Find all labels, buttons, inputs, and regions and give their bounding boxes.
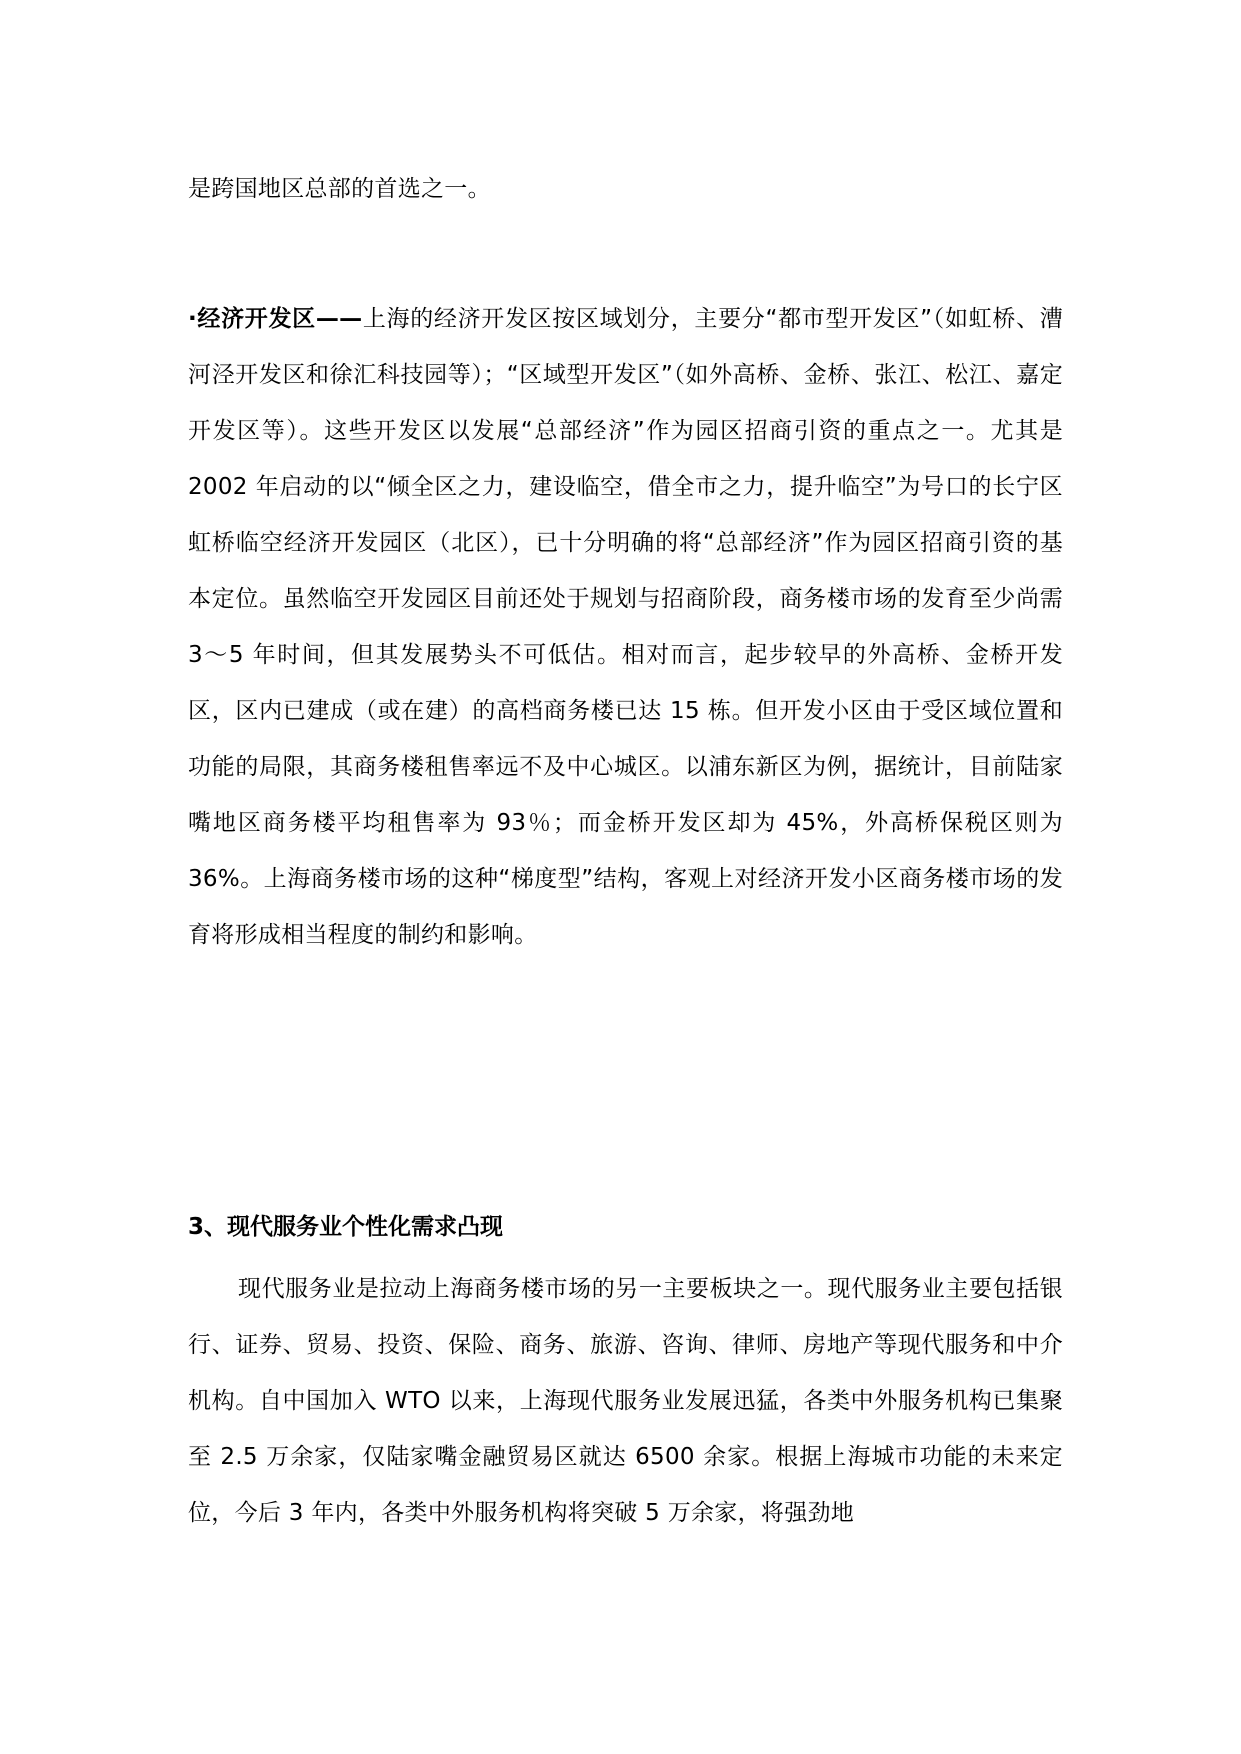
economic-zone-label: ·经济开发区—— — [188, 306, 363, 332]
economic-zone-text: 上海的经济开发区按区域划分，主要分“都市型开发区”（如虹桥、漕河泾开发区和徐汇科技园等）；“区域型开发区”（如外高桥、金桥、张江、松江、嘉定开发区等）。这些开发区以发展“总部经济”作为园区招商引资的重点之一。尤其是 2002 年启动的以“倾全区之力，建设临空，借全市之力，提升临空”为号口的长宁区虹桥临空经济开发园区（北区），已十分明确的将“总部经济”作为园区招商引资的基本定位。虽然临空开发园区目前还处于规划与招商阶段，商务楼市场的发育至少尚需 3～5 年时间，但其发展势头不可低估。相对而言，起步较早的外高桥、金桥开发区，区内已建成（或在建）的高档商务楼已达 15 栋。但开发小区由于受区域位置和功能的局限，其商务楼租售率远不及中心城区。以浦东新区为例，据统计，目前陆家嘴地区商务楼平均租售率为 93％；而金桥开发区却为 45%，外高桥保税区则为 36%。上海商务楼市场的这种“梯度型”结构，客观上对经济开发小区商务楼市场的发育将形成相当程度的制约和影响。 — [188, 306, 1063, 948]
intro-paragraph-tail: 是跨国地区总部的首选之一。 — [188, 176, 491, 202]
modern-services-paragraph: 现代服务业是拉动上海商务楼市场的另一主要板块之一。现代服务业主要包括银行、证券、贸易、投资、保险、商务、旅游、咨询、律师、房地产等现代服务和中介机构。自中国加入 WTO 以来，上海现代服务业发展迅猛，各类中外服务机构已集聚至 2.5 万余家，仅陆家嘴金融贸易区就达 6500 余家。根据上海城市功能的未来定位，今后 3 年内，各类中外服务机构将突破 5 万余家，将强劲地 — [188, 1276, 1063, 1526]
economic-zone-paragraph — [188, 291, 1063, 963]
section-3-heading: 3、现代服务业个性化需求凸现 — [188, 1214, 504, 1240]
